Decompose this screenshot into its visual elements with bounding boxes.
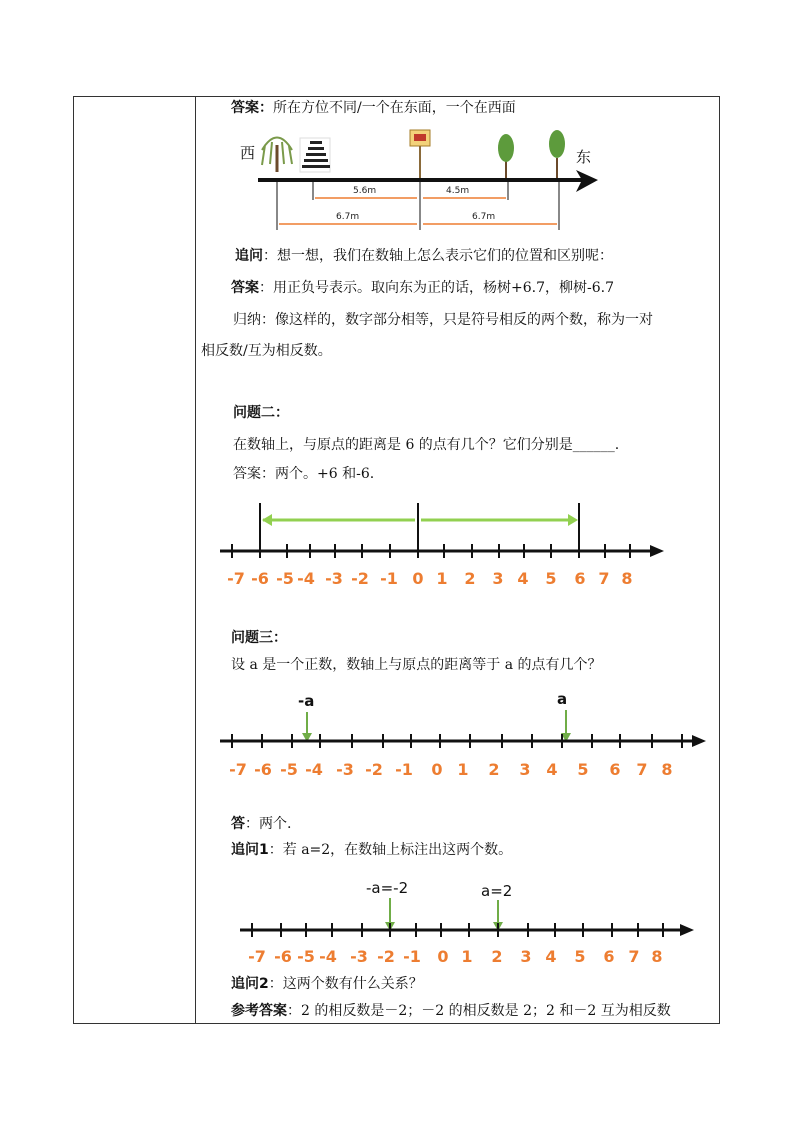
tick-label: -1 bbox=[403, 947, 421, 966]
tick-label: -4 bbox=[319, 947, 337, 966]
q3-question: 设 a 是一个正数，数轴上与原点的距离等于 a 的点有几个？ bbox=[231, 657, 602, 673]
tick-label: 6 bbox=[609, 760, 621, 779]
tick-label: 1 bbox=[461, 947, 473, 966]
tick-label: -4 bbox=[297, 569, 315, 588]
tick-label: -2 bbox=[377, 947, 395, 966]
dist-right-top: 4.5m bbox=[446, 186, 470, 196]
tick-label: -7 bbox=[227, 569, 245, 588]
dist-left-bottom: 6.7m bbox=[336, 212, 360, 222]
tick-label: 2 bbox=[464, 569, 476, 588]
tick-label: 1 bbox=[436, 569, 448, 588]
followup-label: 追问 bbox=[235, 248, 263, 264]
tick-label: -5 bbox=[280, 760, 298, 779]
dist-right-bottom: 6.7m bbox=[472, 212, 496, 222]
tick-label: 7 bbox=[636, 760, 648, 779]
followup-text: ：想一想，我们在数轴上怎么表示它们的位置和区别呢： bbox=[263, 248, 613, 264]
tick-label: 3 bbox=[519, 760, 531, 779]
tick-label: 8 bbox=[621, 569, 633, 588]
neg2-label: -a=-2 bbox=[366, 879, 409, 897]
tick-label: 4 bbox=[545, 947, 557, 966]
tick-label: -6 bbox=[254, 760, 272, 779]
f2-label: 追问2 bbox=[231, 976, 269, 992]
tick-label: -2 bbox=[365, 760, 383, 779]
tick-label: 4 bbox=[517, 569, 529, 588]
tick-label: -3 bbox=[350, 947, 368, 966]
tick-label: 7 bbox=[628, 947, 640, 966]
ref-line bbox=[231, 1002, 671, 1020]
tick-label: -3 bbox=[336, 760, 354, 779]
summary-line-2: 相反数/互为相反数。 bbox=[201, 343, 332, 359]
q2-answer: 答案：两个。+6 和-6. bbox=[233, 466, 375, 482]
ref-text: ：2 的相反数是－2；－2 的相反数是 2；2 和－2 互为相反数 bbox=[287, 1003, 671, 1019]
tick-label: 3 bbox=[492, 569, 504, 588]
neg-a-label: -a bbox=[298, 692, 315, 710]
tick-label: 1 bbox=[457, 760, 469, 779]
tick-label: 6 bbox=[574, 569, 586, 588]
q2-question: 在数轴上，与原点的距离是 6 的点有几个？它们分别是______. bbox=[233, 437, 620, 453]
tick-label: -1 bbox=[395, 760, 413, 779]
tick-label: 0 bbox=[412, 569, 424, 588]
answer1-label: 答案： bbox=[231, 100, 273, 116]
f1-text: ：若 a=2，在数轴上标注出这两个数。 bbox=[268, 842, 513, 858]
tick-label: -3 bbox=[325, 569, 343, 588]
answer1-text: 所在方位不同/一个在东面，一个在西面 bbox=[273, 100, 516, 116]
dist-left-top: 5.6m bbox=[353, 186, 377, 196]
tick-label: -1 bbox=[380, 569, 398, 588]
answer2-label: 答案 bbox=[231, 280, 259, 296]
tick-label: 8 bbox=[661, 760, 673, 779]
tick-label: -7 bbox=[229, 760, 247, 779]
tick-label: 7 bbox=[598, 569, 610, 588]
tick-label: 3 bbox=[520, 947, 532, 966]
tick-label: 2 bbox=[491, 947, 503, 966]
tick-label: 0 bbox=[431, 760, 443, 779]
tick-label: 5 bbox=[574, 947, 586, 966]
tick-label: -6 bbox=[251, 569, 269, 588]
summary-line-1: 归纳：像这样的，数字部分相等，只是符号相反的两个数，称为一对 bbox=[233, 312, 653, 328]
east-label: 东 bbox=[576, 148, 592, 166]
f1-label: 追问1 bbox=[231, 842, 269, 858]
tick-label: -5 bbox=[297, 947, 315, 966]
tick-label: -7 bbox=[248, 947, 266, 966]
tick-label: 0 bbox=[437, 947, 449, 966]
tick-label: 5 bbox=[545, 569, 557, 588]
tick-label: -6 bbox=[274, 947, 292, 966]
tick-label: -2 bbox=[351, 569, 369, 588]
pos-a-label: a bbox=[557, 690, 568, 708]
f2-text: ：这两个数有什么关系？ bbox=[268, 976, 423, 992]
tick-label: 4 bbox=[546, 760, 558, 779]
q3-answer-text: ：两个. bbox=[245, 816, 292, 832]
tick-label: -4 bbox=[305, 760, 323, 779]
q3-answer-label: 答 bbox=[231, 816, 245, 832]
west-label: 西 bbox=[240, 144, 256, 162]
tick-label: 2 bbox=[488, 760, 500, 779]
f2-line bbox=[231, 975, 423, 993]
tick-label: 6 bbox=[603, 947, 615, 966]
ref-label: 参考答案 bbox=[231, 1003, 287, 1019]
q2-title: 问题二： bbox=[233, 405, 289, 421]
q3-title: 问题三： bbox=[231, 630, 287, 646]
answer2-text: ：用正负号表示。取向东为正的话，杨树+6.7，柳树-6.7 bbox=[259, 280, 614, 296]
tick-label: -5 bbox=[276, 569, 294, 588]
tick-label: 5 bbox=[577, 760, 589, 779]
pos2-label: a=2 bbox=[481, 882, 513, 900]
tick-label: 8 bbox=[651, 947, 663, 966]
